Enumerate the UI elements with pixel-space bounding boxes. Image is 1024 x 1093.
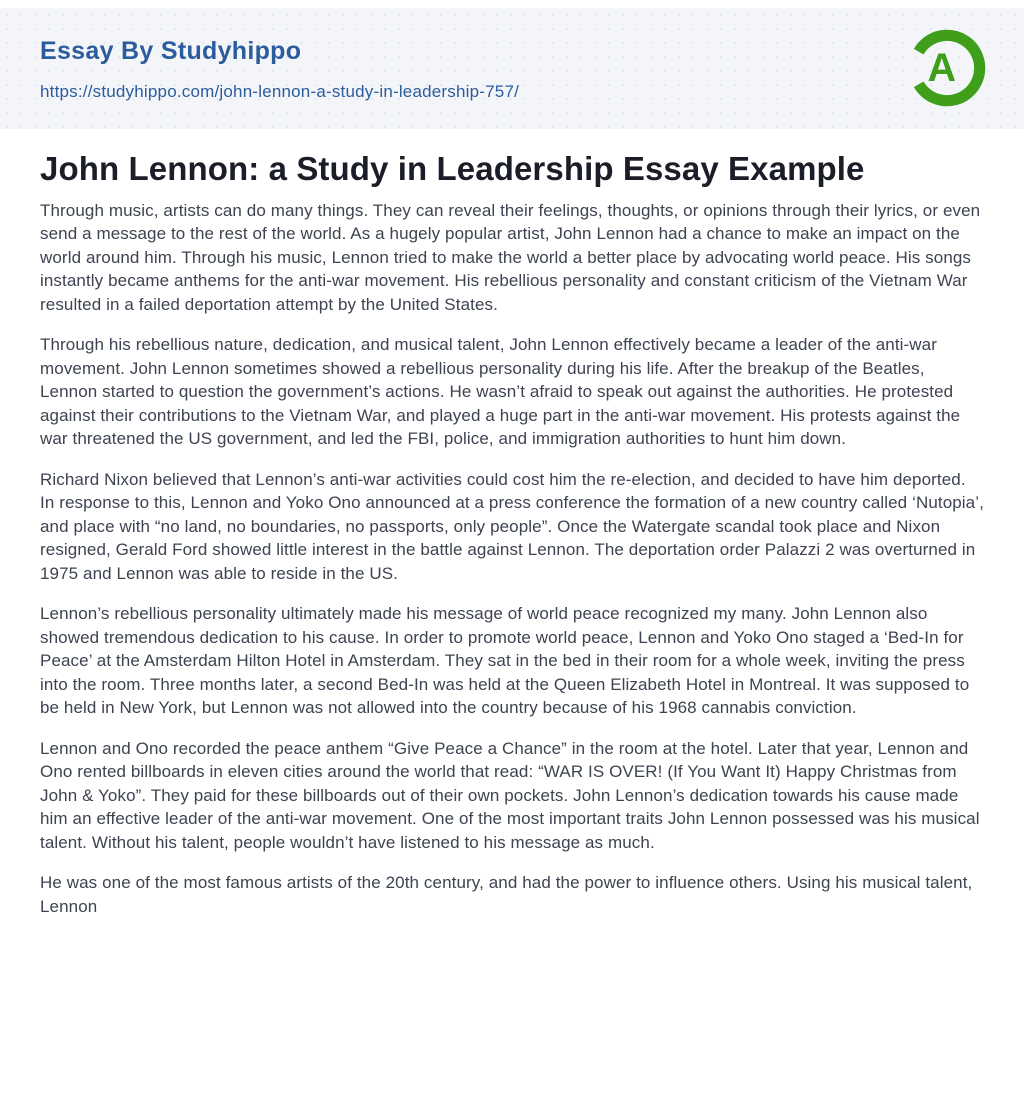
header-content bbox=[0, 8, 1024, 102]
site-title: Essay By Studyhippo bbox=[40, 37, 302, 65]
article-paragraph: Lennon’s rebellious personality ultimately made his message of world peace recognized my many. John Lennon also showed tremendous dedication to his cause. In order to promote world peace, Lennon and Yoko Ono staged a ‘Bed-In for Peace’ at the Amsterdam Hilton Hotel in Amsterdam. They sat in the bed in their room for a whole week, inviting the press into the room. Three months later, a second Bed-In was held at the Queen Elizabeth Hotel in Montreal. It was supposed to be held in New York, but Lennon was not allowed into the country because of his 1968 cannabis conviction. bbox=[40, 604, 970, 718]
article-paragraph: Through music, artists can do many things. They can reveal their feelings, thoughts, or opinions through their lyrics, or even send a message to the rest of the world. As a hugely popular artist, John Lennon had a chance to make an impact on the world around him. Through his music, Lennon tried to make the world a better place by advocating world peace. His songs instantly became anthems for the anti-war movement. His rebellious personality and constant criticism of the Vietnam War resulted in a failed deportation attempt by the United States. bbox=[40, 200, 981, 314]
article-title: John Lennon: a Study in Leadership Essay Example bbox=[40, 150, 865, 187]
article-paragraph: Lennon and Ono recorded the peace anthem “Give Peace a Chance” in the room at the hotel. Later that year, Lennon and Ono rented billboards in eleven cities around the world that read: “WAR IS OVER! (If You Want It) Happy Christmas from John & Yoko”. They paid for these billboards out of their own pockets. John Lennon’s dedication towards his cause made him an effective leader of the anti-war movement. One of the most important traits John Lennon possessed was his musical talent. Without his talent, people wouldn’t have listened to his message as much. bbox=[40, 738, 980, 852]
source-url-link[interactable]: https://studyhippo.com/john-lennon-a-study-in-leadership-757/ bbox=[40, 82, 520, 101]
essay-document bbox=[0, 129, 1024, 918]
article-paragraph: Through his rebellious nature, dedication, and musical talent, John Lennon effectively became a leader of the anti-war movement. John Lennon sometimes showed a rebellious personality during his life. After the breakup of the Beatles, Lennon started to question the government’s actions. He wasn’t afraid to speak out against the authorities. He protested against their contributions to the Vietnam War, and played a huge part in the anti-war movement. His protests against the war threatened the US government, and led the FBI, police, and immigration authorities to hunt him down. bbox=[40, 335, 961, 449]
article-paragraph: Richard Nixon believed that Lennon’s anti-war activities could cost him the re-election, and decided to have him deported. In response to this, Lennon and Yoko Ono announced at a press conference the formation of a new country called ‘Nutopia’, and place with “no land, no boundaries, no passports, only people”. Once the Watergate scandal took place and Nixon resigned, Gerald Ford showed little interest in the battle against Lennon. The deportation order Palazzi 2 was overturned in 1975 and Lennon was able to reside in the US. bbox=[40, 469, 984, 583]
logo-letter: A bbox=[927, 45, 957, 90]
page-header bbox=[0, 8, 1024, 129]
studyhippo-logo-icon bbox=[904, 25, 990, 111]
article-paragraph: He was one of the most famous artists of the 20th century, and had the power to influence others. Using his musical talent, Lennon bbox=[40, 873, 973, 916]
